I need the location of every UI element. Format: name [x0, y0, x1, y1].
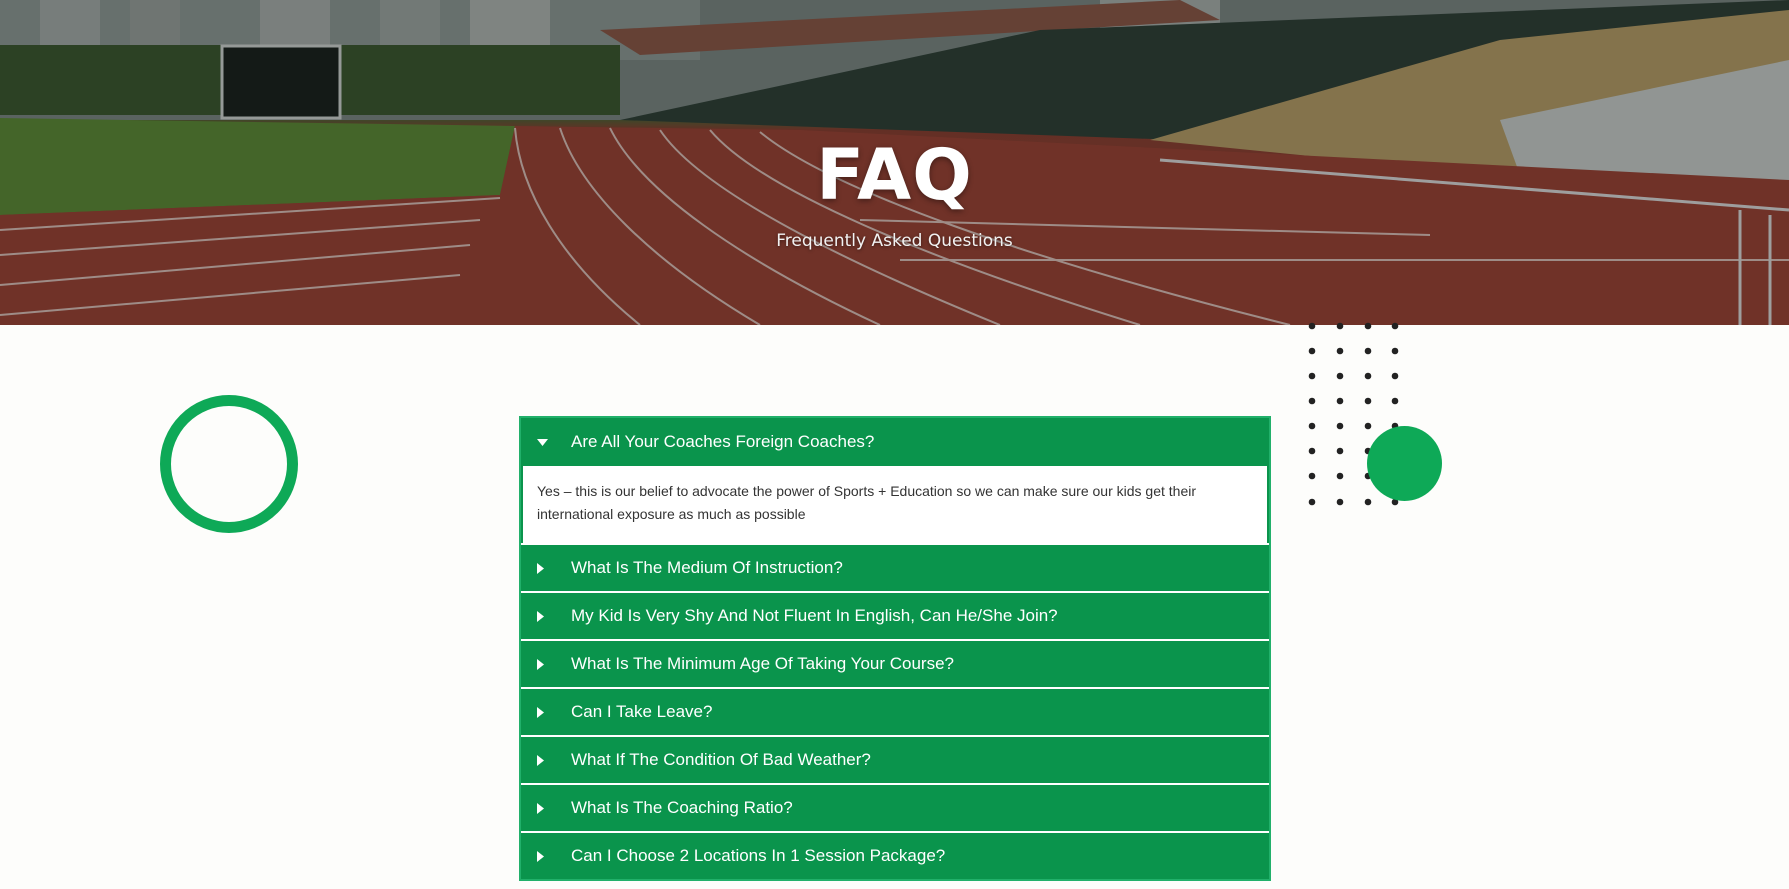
faq-item: [521, 418, 1269, 545]
hero-banner: [0, 0, 1789, 325]
faq-item: [521, 641, 1269, 689]
faq-accordion: [519, 416, 1271, 881]
faq-item: [521, 785, 1269, 833]
faq-question-text: My Kid Is Very Shy And Not Fluent In English, Can He/She Join?: [571, 606, 1058, 625]
faq-item: [521, 593, 1269, 641]
faq-question-text: Can I Choose 2 Locations In 1 Session Package?: [571, 846, 946, 865]
decorative-ring: [160, 395, 298, 533]
faq-question-toggle[interactable]: [521, 689, 1269, 735]
faq-item: [521, 737, 1269, 785]
faq-question-toggle[interactable]: [521, 418, 1269, 466]
caret-right-icon: [537, 563, 559, 574]
faq-item: [521, 689, 1269, 737]
faq-question-toggle[interactable]: [521, 785, 1269, 831]
faq-question-text: Are All Your Coaches Foreign Coaches?: [571, 432, 875, 451]
caret-right-icon: [537, 851, 559, 862]
faq-question-text: Can I Take Leave?: [571, 702, 713, 721]
faq-question-text: What Is The Minimum Age Of Taking Your Course?: [571, 654, 955, 673]
caret-right-icon: [537, 707, 559, 718]
faq-question-text: What Is The Coaching Ratio?: [571, 798, 793, 817]
decorative-green-circle: [1367, 426, 1442, 501]
faq-question-toggle[interactable]: [521, 545, 1269, 591]
caret-right-icon: [537, 755, 559, 766]
caret-right-icon: [537, 803, 559, 814]
caret-right-icon: [537, 659, 559, 670]
faq-question-text: What If The Condition Of Bad Weather?: [571, 750, 871, 769]
faq-question-text: What Is The Medium Of Instruction?: [571, 558, 843, 577]
faq-item: [521, 545, 1269, 593]
faq-question-toggle[interactable]: [521, 641, 1269, 687]
faq-question-toggle[interactable]: [521, 833, 1269, 879]
page-title: FAQ: [816, 134, 973, 216]
caret-right-icon: [537, 611, 559, 622]
caret-down-icon: [537, 439, 559, 446]
faq-question-toggle[interactable]: [521, 737, 1269, 783]
faq-question-toggle[interactable]: [521, 593, 1269, 639]
page-subtitle: Frequently Asked Questions: [776, 231, 1013, 251]
faq-answer: Yes – this is our belief to advocate the power of Sports + Education so we can make sure our kids get their international exposure as much as possible: [523, 466, 1267, 543]
faq-item: [521, 833, 1269, 879]
